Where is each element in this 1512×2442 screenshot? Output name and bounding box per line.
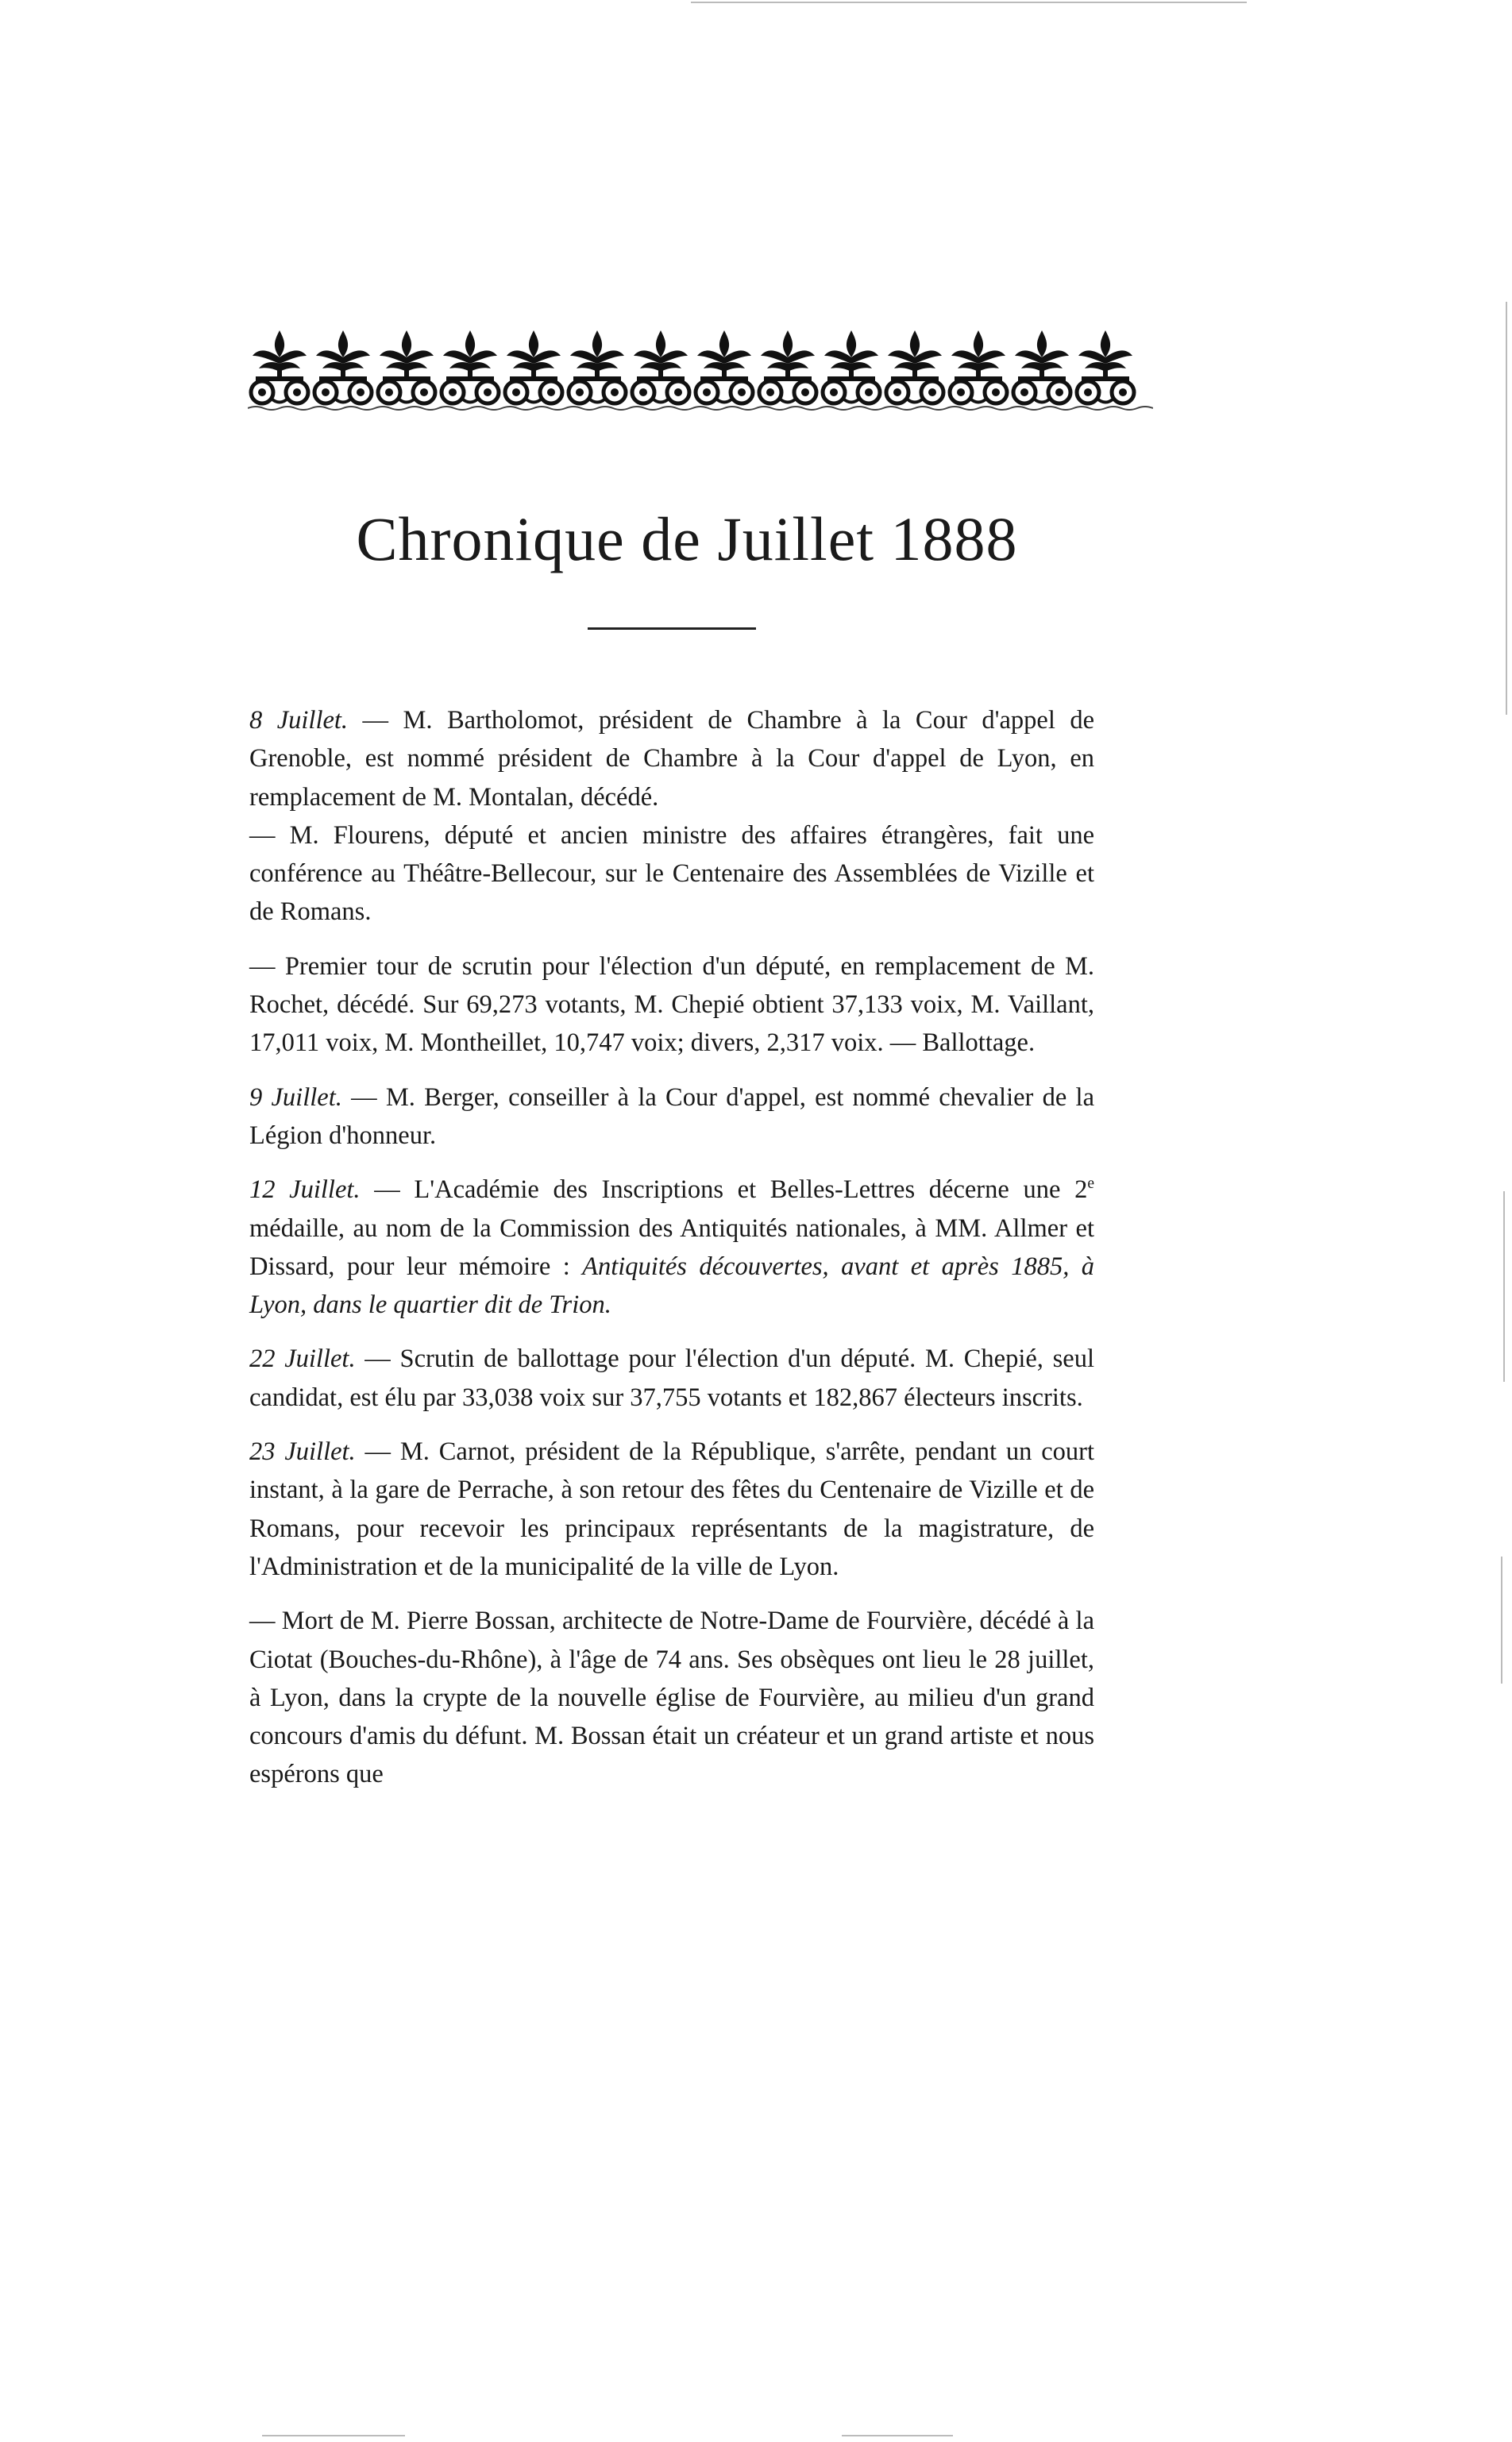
- entry-8-juillet: [249, 701, 1094, 816]
- entry-date: 9 Juillet.: [249, 1082, 342, 1112]
- entry-bossan: [249, 1602, 1094, 1793]
- entry-23-juillet: [249, 1433, 1094, 1586]
- scan-margin-line: [1506, 302, 1507, 715]
- entry-date: 23 Juillet.: [249, 1437, 356, 1467]
- ordinal-superscript: e: [1087, 1175, 1094, 1193]
- entry-22-juillet: [249, 1340, 1094, 1417]
- entry-text: — L'Académie des Inscriptions et Belles-Lettres décerne une 2: [360, 1175, 1088, 1205]
- entry-text: — M. Carnot, président de la République, s'arrête, pendant un court instant, à la gare de Perrache, à son retour des fêtes du Centenaire de Vizille et de Romans, pour recevoir les principaux représentants de la magistrature, de l'Administration et de la municipalité de la ville de Lyon.: [249, 1437, 1094, 1581]
- entry-text: — M. Berger, conseiller à la Cour d'appel, est nommé chevalier de la Légion d'honneur.: [249, 1082, 1095, 1150]
- scan-top-rule: [691, 2, 1247, 3]
- memoir-title: Antiquités découvertes, avant et après 1885, à Lyon, dans le quartier dit de Trion.: [249, 1252, 1095, 1320]
- ornamental-header-band: [248, 326, 1153, 413]
- entry-text: — M. Flourens, député et ancien ministre des affaires étrangères, fait une conférence au Théâtre-Bellecour, sur le Centenaire des Assemblées de Vizille et de Romans.: [249, 820, 1094, 927]
- entry-date: 12 Juillet.: [249, 1175, 361, 1205]
- scan-bottom-rule: [842, 2435, 953, 2436]
- page-title: Chronique de Juillet 1888: [356, 504, 1018, 573]
- entry-text: — Mort de M. Pierre Bossan, architecte de Notre-Dame de Fourvière, décédé à la Ciotat (Bouches-du-Rhône), à l'âge de 74 ans. Ses obsèques ont lieu le 28 juillet, à Lyon, dans la crypte de la nouvelle église de Fourvière, au milieu d'un grand concours d'amis du défunt. M. Bossan était un créateur et un grand artiste et nous espérons que: [249, 1607, 1094, 1789]
- entry-date: 22 Juillet.: [249, 1344, 356, 1374]
- title-divider: [588, 627, 756, 630]
- entry-9-juillet: [249, 1078, 1094, 1155]
- entry-flourens: [249, 816, 1094, 932]
- chronicle-body: [249, 701, 1094, 1794]
- entry-text: médaille, au nom de la Commission des Antiquités nationales, à MM. Allmer et Dissard, pour leur mémoire :: [249, 1213, 1094, 1281]
- scan-margin-line: [1503, 1191, 1505, 1382]
- entry-text: — Scrutin de ballottage pour l'élection d'un député. M. Chepié, seul candidat, est élu par 33,038 voix sur 37,755 votants et 182,867 électeurs inscrits.: [249, 1344, 1094, 1412]
- entry-text: — M. Bartholomot, président de Chambre à la Cour d'appel de Grenoble, est nommé président de Chambre à la Cour d'appel de Lyon, en remplacement de M. Montalan, décédé.: [249, 706, 1095, 812]
- scan-margin-line: [1501, 1557, 1502, 1684]
- entry-scrutin: [249, 947, 1094, 1063]
- entry-text: — Premier tour de scrutin pour l'élection d'un député, en remplacement de M. Rochet, décédé. Sur 69,273 votants, M. Chepié obtient 37,133 voix, M. Vaillant, 17,011 voix, M. Montheillet, 10,747 voix; divers, 2,317 voix. — Ballottage.: [249, 951, 1094, 1058]
- entry-date: 8 Juillet.: [249, 706, 349, 735]
- scan-bottom-rule: [262, 2435, 405, 2436]
- entry-12-juillet: [249, 1171, 1094, 1324]
